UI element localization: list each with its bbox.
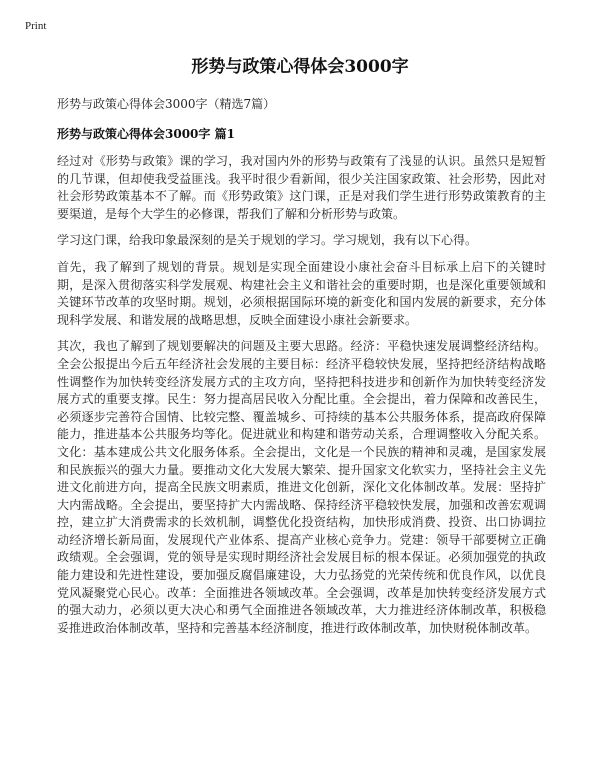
paragraph-impression: 学习这门课，给我印象最深刻的是关于规划的学习。学习规划，我有以下心得。 — [57, 233, 478, 248]
document-subtitle: 形势与政策心得体会3000字（精选7篇） — [57, 97, 276, 111]
paragraph-main-ideas: 其次，我也了解到了规划要解决的问题及主要大思路。经济：平稳快速发展调整经济结构。全会公报提出今后五年经济社会发展的主要目标：经济平稳较快发展，坚持把经济结构战略性调整作为加快转变经济发展方式的主攻方向，坚持把科技进步和创新作为加快转变经济发展方式的重要支撑。民生：努力提高居民收入分配比重。全会提出，着力保障和改善民生，必须逐步完善符合国情、比较完整、覆盖城乡、可持续的基本公共服务体系，提高政府保障能力，推进基本公共服务均等化。促进就业和构建和谐劳动关系，合理调整收入分配关系。文化：基本建成公共文化服务体系。全会提出，文化是一个民族的精神和灵魂，是国家发展和民族振兴的强大力量。要推动文化大发展大繁荣、提升国家文化软实力，坚持社会主义先进文化前进方向，提高全民族文明素质，推进文化创新，深化文化体制改革。发展：坚持扩大内需战略。全会提出，要坚持扩大内需战略、保持经济平稳较快发展，加强和改善宏观调控，建立扩大消费需求的长效机制，调整优化投资结构，加快形成消费、投资、出口协调拉动经济增长新局面，发展现代产业体系、提高产业核心竞争力。党建：领导干部要树立正确政绩观。全会强调，党的领导是实现时期经济社会发展目标的根本保证。必须加强党的执政能力建设和先进性建设，要加强反腐倡廉建设，大力弘扬党的光荣传统和优良作风，以优良党风凝聚党心民心。改革：全面推进各领域改革。全会强调，改革是加快转变经济发展方式的强大动力，必须以更大决心和勇气全面推进各领域改革，大力推进经济体制改革，积极稳妥推进政治体制改革，坚持和完善基本经济制度，推进行政体制改革，加快财税体制改革。 — [57, 339, 546, 635]
section-heading: 形势与政策心得体会3000字 篇1 — [57, 127, 235, 141]
print-link[interactable]: Print — [25, 20, 47, 32]
page-title: 形势与政策心得体会3000字 — [191, 57, 409, 77]
paragraph-background: 首先，我了解到了规划的背景。规划是实现全面建设小康社会奋斗目标承上启下的关键时期，是深入贯彻落实科学发展观、构建社会主义和谐社会的重要时期，也是深化重要领域和关键环节改革的攻坚时期。规划，必须根据国际环境的新变化和国内发展的新要求，充分体现科学发展、和谐发展的战略思想，反映全面建设小康社会新要求。 — [57, 259, 546, 327]
paragraph-intro: 经过对《形势与政策》课的学习，我对国内外的形势与政策有了浅显的认识。虽然只是短暂的几节课，但却使我受益匪浅。我平时很少看新闻，很少关注国家政策、社会形势，因此对社会形势政策基本不了解。而《形势政策》这门课，正是对我们学生进行形势政策教育的主要渠道，是每个大学生的必修课，帮我们了解和分析形势与政策。 — [57, 154, 546, 221]
article-body — [57, 153, 546, 646]
